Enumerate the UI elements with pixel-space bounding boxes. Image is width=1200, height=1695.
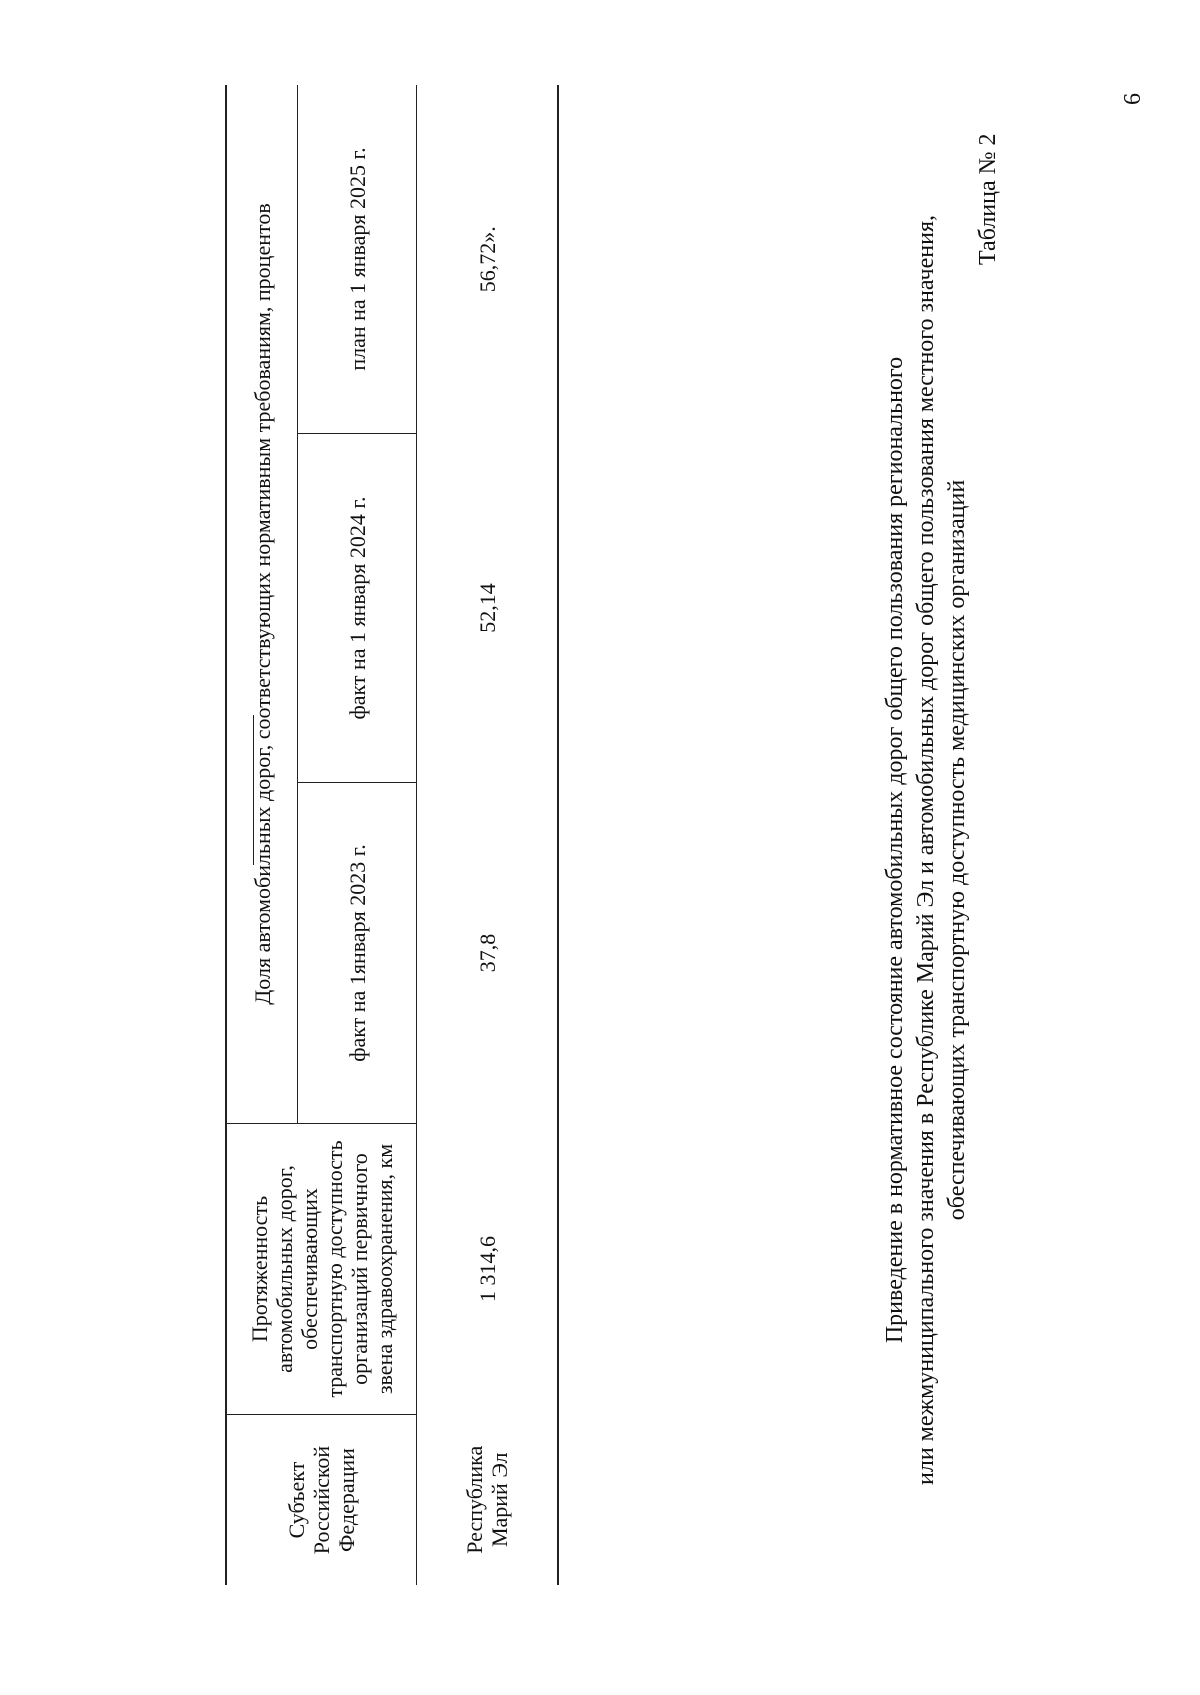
- table-caption: Таблица № 2: [975, 133, 1001, 265]
- title-line-1: Приведение в нормативное состояние автомобильных дорог общего пользования регионального: [882, 356, 908, 1344]
- header-year-2023: факт на 1января 2023 г.: [298, 782, 417, 1123]
- cell-subject: Республика Марий Эл: [417, 1415, 559, 1586]
- cell-length: 1 314,6: [417, 1124, 559, 1415]
- data-table: [225, 85, 559, 1585]
- header-subject: Субъект Российской Федерации: [226, 1415, 417, 1586]
- closing-rule: [253, 715, 254, 865]
- table-row: [417, 85, 559, 1585]
- cell-2023: 37,8: [417, 782, 559, 1123]
- header-share: Доля автомобильных дорог, соответствующих нормативным требованиям, процентов: [226, 85, 298, 1124]
- page-number: 6: [1120, 93, 1146, 105]
- header-year-2025: план на 1 января 2025 г.: [298, 85, 417, 434]
- header-year-2024: факт на 1 января 2024 г.: [298, 434, 417, 783]
- cell-2024: 52,14: [417, 434, 559, 783]
- title-line-3: обеспечивающих транспортную доступность медицинских организаций: [944, 479, 970, 1221]
- table-title: [880, 125, 973, 1575]
- cell-2025: 56,72».: [417, 85, 559, 434]
- header-length: Протяженность автомобильных дорог, обеспечивающих транспортную доступность организаций первичного звена здравоохранения, км: [226, 1124, 417, 1415]
- title-line-2: или межмуниципального значения в Республике Марий Эл и автомобильных дорог общего пользования местного значения,: [913, 215, 939, 1485]
